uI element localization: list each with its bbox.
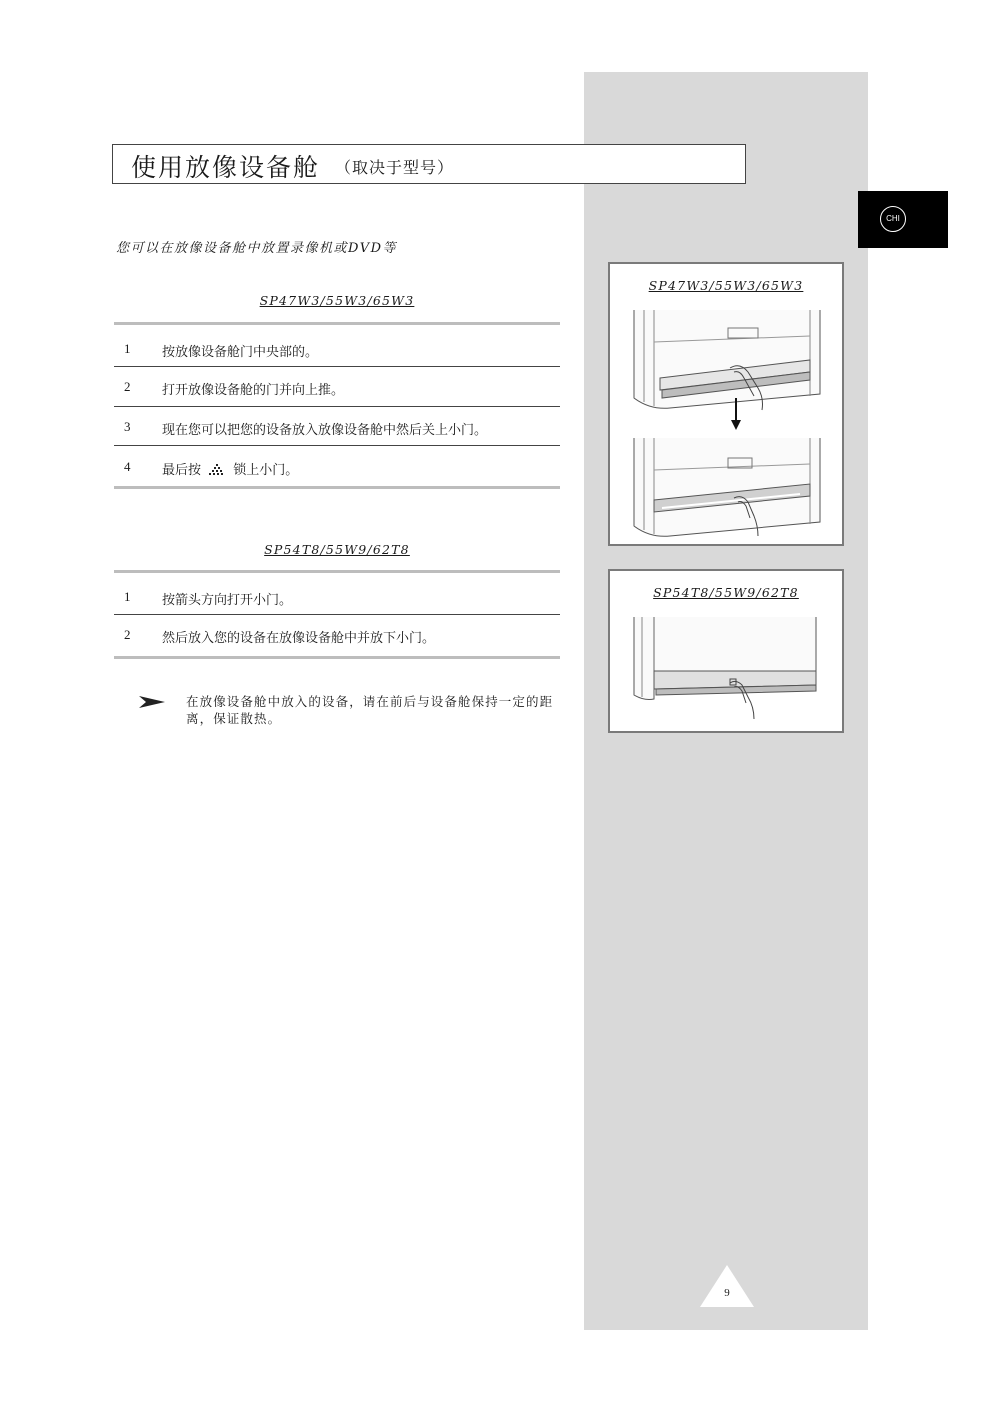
page-title: 使用放像设备舱 [131,153,321,182]
section2-bottom-rule [114,656,560,659]
figure-2-illustration [610,609,842,733]
page-marker-triangle [700,1265,754,1307]
section2-step2-number: 2 [124,627,131,642]
figure-1-illustration [610,302,842,546]
section1-divider [114,445,560,446]
language-badge: CHI [880,206,906,232]
figure-1-caption: SP47W3/55W3/65W3 [648,278,804,293]
language-tab [858,191,948,248]
section1-step2-number: 2 [124,379,131,394]
section1-model-heading: SP47W3/55W3/65W3 [259,293,415,308]
section2-step1-number: 1 [124,589,131,604]
section1-step4-text [162,459,298,478]
section2-top-rule [114,570,560,573]
section1-step3-number: 3 [124,419,131,434]
figure-1 [608,262,844,546]
note-text: 在放像设备舱中放入的设备，请在前后与设备舱保持一定的距离，保证散热。 [186,694,554,726]
figure-2-caption: SP54T8/55W9/62T8 [653,585,799,600]
lock-icon [207,464,227,475]
figure-2 [608,569,844,733]
page-title-box [112,144,746,184]
section2-step1-text: 按箭头方向打开小门。 [162,593,293,608]
section1-step2-text: 打开放像设备舱的门并向上推。 [162,383,345,398]
section1-divider [114,406,560,407]
section1-bottom-rule [114,486,560,489]
section1-step4-text-before: 最后按 [162,463,202,478]
section1-step4-text-after: 锁上小门。 [233,463,299,478]
section2-step2-text: 然后放入您的设备在放像设备舱中并放下小门。 [162,631,436,646]
page-subtitle: （取决于型号） [335,158,455,177]
section1-divider [114,366,560,367]
section2-divider [114,614,560,615]
section1-step3-text: 现在您可以把您的设备放入放像设备舱中然后关上小门。 [162,423,488,438]
section2-model-heading: SP54T8/55W9/62T8 [264,542,410,557]
section1-step4-number: 4 [124,459,131,474]
arrow-icon [138,694,166,710]
page-number: 9 [724,1287,730,1299]
section1-top-rule [114,322,560,325]
section1-step1-text: 按放像设备舱门中央部的。 [162,345,319,360]
intro-text: 您可以在放像设备舱中放置录像机或DVD等 [116,241,398,256]
section1-step1-number: 1 [124,341,131,356]
